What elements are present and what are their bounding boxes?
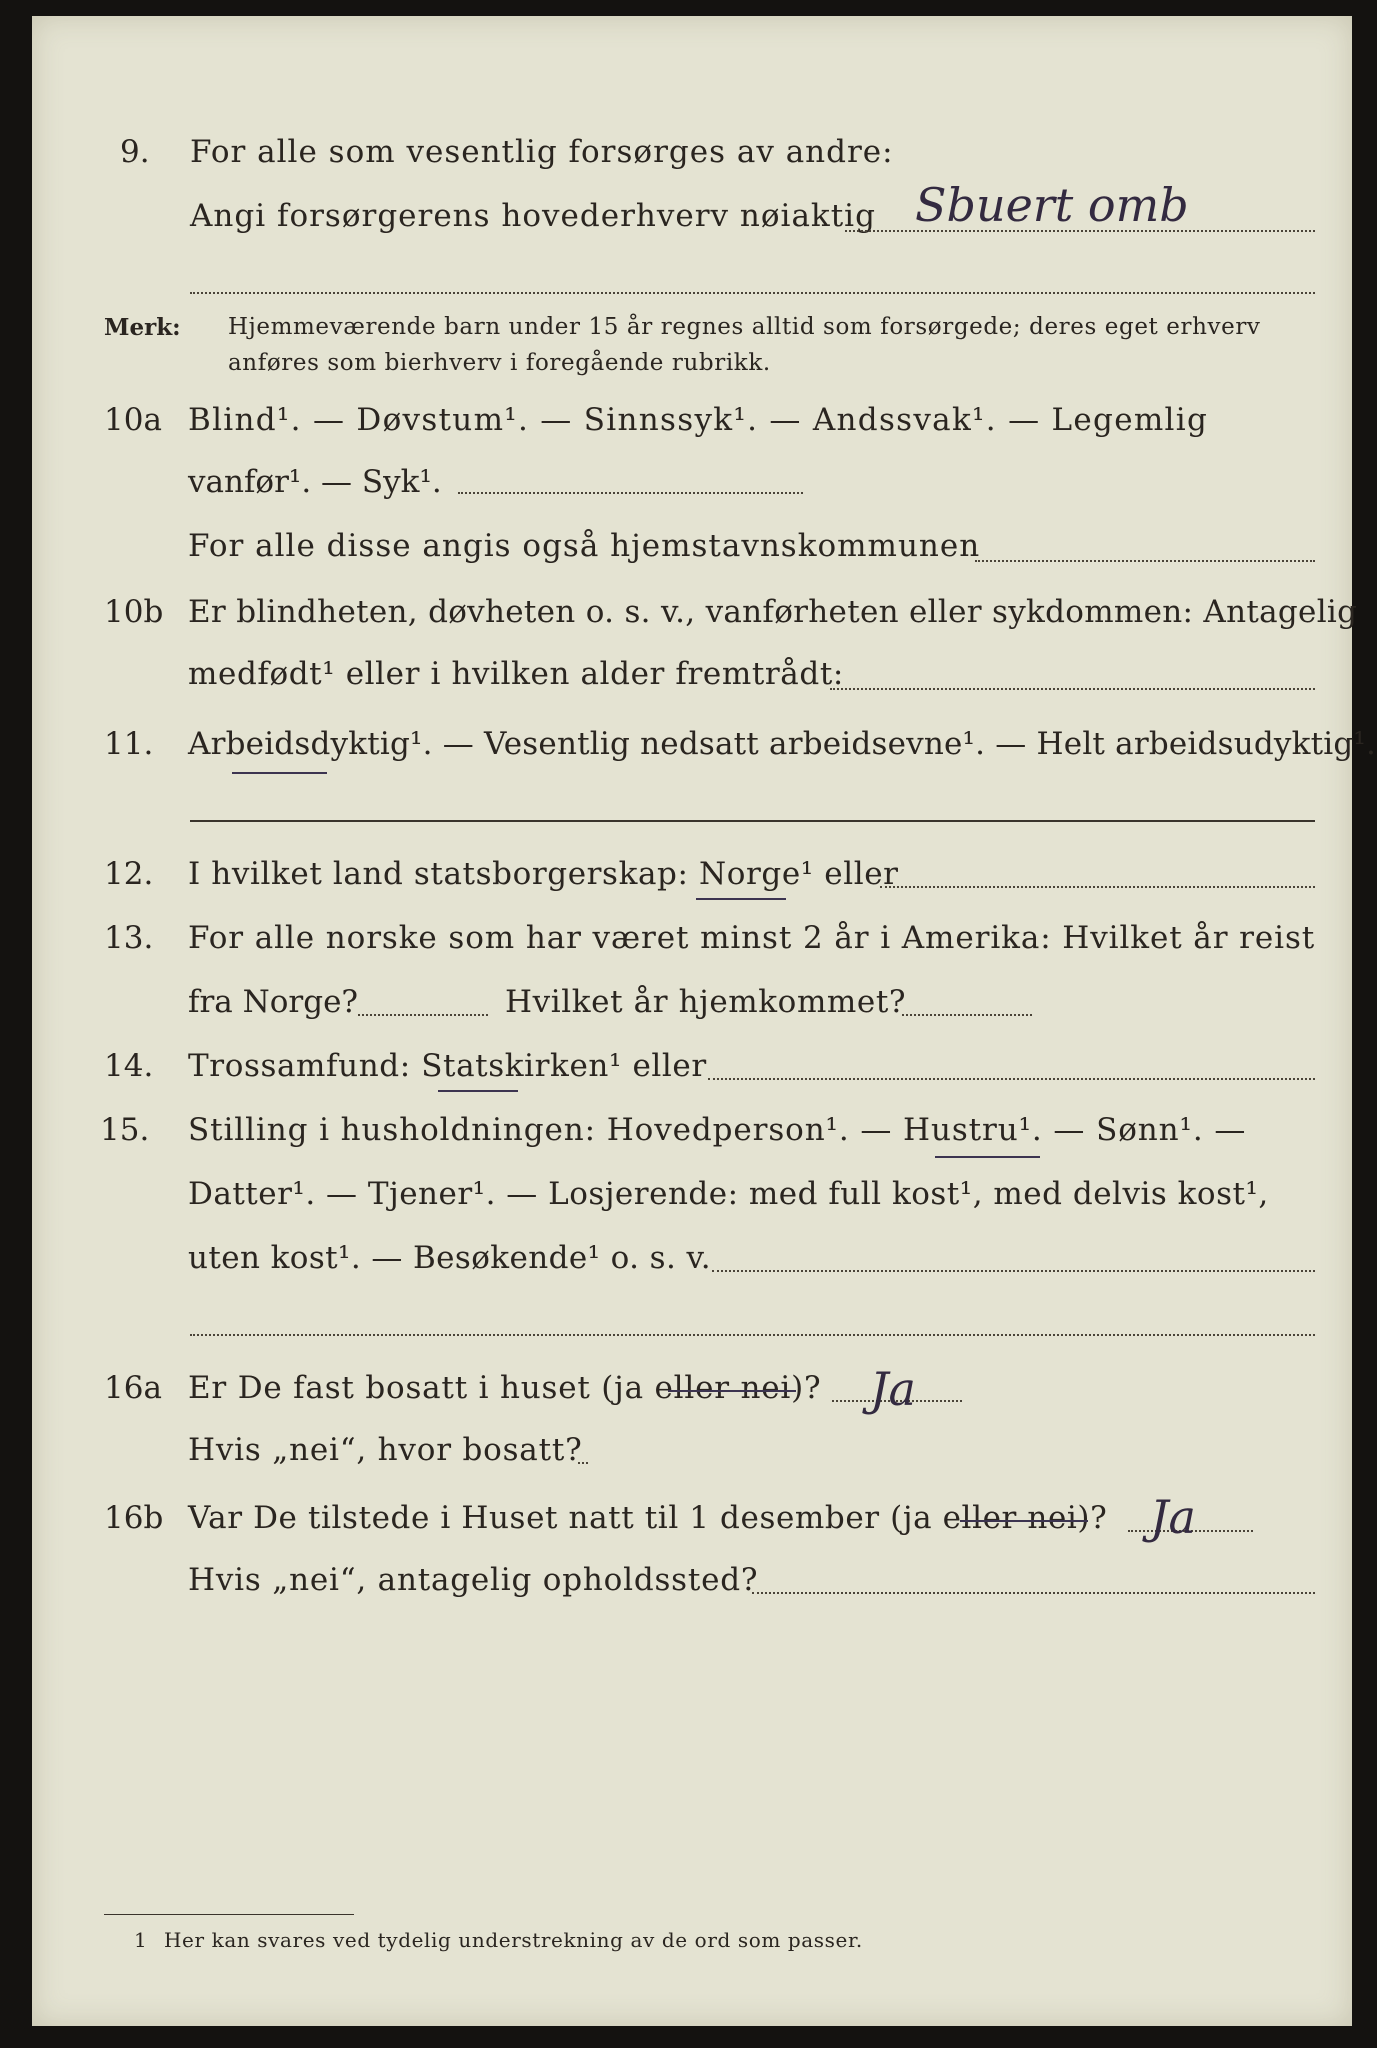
q9-line1: For alle som vesentlig forsørges av andre: xyxy=(190,134,894,170)
q14-statskirken-underline xyxy=(438,1090,518,1092)
q10a-syk-line[interactable] xyxy=(458,492,803,494)
q12-norge-underline xyxy=(696,898,786,900)
q12-answer-line[interactable] xyxy=(880,886,1315,888)
footnote-separator xyxy=(104,1914,354,1915)
q14-number: 14. xyxy=(104,1048,154,1084)
q9-line2: Angi forsørgerens hovederhverv nøiaktig xyxy=(190,198,876,234)
q16b-eller-nei-strike xyxy=(960,1520,1088,1522)
q15-number: 15. xyxy=(100,1112,150,1148)
q15-line3: uten kost¹. — Besøkende¹ o. s. v. xyxy=(188,1240,711,1276)
q16a-eller-nei-strike xyxy=(668,1390,796,1392)
q13-reist-line[interactable] xyxy=(358,1014,488,1016)
q11-underline-mark xyxy=(232,772,327,774)
q9-answer-line-2[interactable] xyxy=(190,292,1315,294)
q16b-line2: Hvis „nei“, antagelig opholdssted? xyxy=(188,1562,759,1598)
q9-handwritten-answer: Sbuert omb xyxy=(915,178,1189,232)
q10a-line3: For alle disse angis også hjemstavnskommunen xyxy=(188,528,981,564)
q16a-number: 16a xyxy=(104,1370,162,1406)
q10b-number: 10b xyxy=(104,594,164,630)
q16b-number: 16b xyxy=(104,1500,164,1536)
q16a-line1: Er De fast bosatt i huset (ja eller nei)? xyxy=(188,1370,822,1406)
q12-number: 12. xyxy=(104,856,154,892)
q13-line2b: Hvilket år hjemkommet? xyxy=(505,984,907,1020)
q11-number: 11. xyxy=(104,726,154,762)
q11-answer-line[interactable] xyxy=(190,820,1315,822)
q13-line1: For alle norske som har været minst 2 år i Amerika: Hvilket år reist xyxy=(188,920,1316,956)
q15-line2: Datter¹. — Tjener¹. — Losjerende: med full kost¹, med delvis kost¹, xyxy=(188,1176,1269,1212)
q10a-kommune-line[interactable] xyxy=(975,560,1315,562)
footnote-text: Her kan svares ved tydelig understrekning av de ord som passer. xyxy=(164,1928,863,1952)
q10b-answer-line[interactable] xyxy=(830,688,1315,690)
q14-line1: Trossamfund: Statskirken¹ eller xyxy=(188,1048,707,1084)
q16b-line1: Var De tilstede i Huset natt til 1 desember (ja eller nei)? xyxy=(188,1500,1108,1536)
q15-answer-line[interactable] xyxy=(712,1270,1315,1272)
q13-number: 13. xyxy=(104,920,154,956)
footnote-mark: 1 xyxy=(134,1928,147,1952)
q16b-handwritten-answer: Ja xyxy=(1150,1490,1196,1544)
q10b-line2: medfødt¹ eller i hvilken alder fremtrådt: xyxy=(188,656,844,692)
merk-label: Merk: xyxy=(104,314,181,341)
q9-number: 9. xyxy=(120,134,150,170)
q11-line1: Arbeidsdyktig¹. — Vesentlig nedsatt arbeidsevne¹. — Helt arbeidsudyktig¹. xyxy=(188,726,1377,762)
q15-hustru-underline xyxy=(935,1156,1040,1158)
merk-line1: Hjemmeværende barn under 15 år regnes alltid som forsørgede; deres eget erhverv xyxy=(228,314,1261,340)
q10a-line1: Blind¹. — Døvstum¹. — Sinnssyk¹. — Andssvak¹. — Legemlig xyxy=(188,402,1209,438)
q16a-bosatt-line[interactable] xyxy=(578,1462,588,1464)
q16b-opholdssted-line[interactable] xyxy=(752,1592,1315,1594)
q10a-number: 10a xyxy=(104,402,162,438)
q14-answer-line[interactable] xyxy=(708,1078,1315,1080)
q16a-handwritten-answer: Ja xyxy=(870,1362,916,1416)
q15-line1: Stilling i husholdningen: Hovedperson¹. — Hustru¹. — Sønn¹. — xyxy=(188,1112,1247,1148)
q10a-line2: vanfør¹. — Syk¹. xyxy=(188,464,442,500)
q10b-line1: Er blindheten, døvheten o. s. v., vanførheten eller sykdommen: Antagelig xyxy=(188,594,1358,630)
q13-hjemkommet-line[interactable] xyxy=(902,1014,1032,1016)
q12-line1: I hvilket land statsborgerskap: Norge¹ eller xyxy=(188,856,899,892)
q16a-line2: Hvis „nei“, hvor bosatt? xyxy=(188,1432,583,1468)
q15-answer-line-2[interactable] xyxy=(190,1334,1315,1336)
merk-line2: anføres som bierhverv i foregående rubrikk. xyxy=(228,350,771,376)
q13-line2a: fra Norge? xyxy=(188,984,359,1020)
